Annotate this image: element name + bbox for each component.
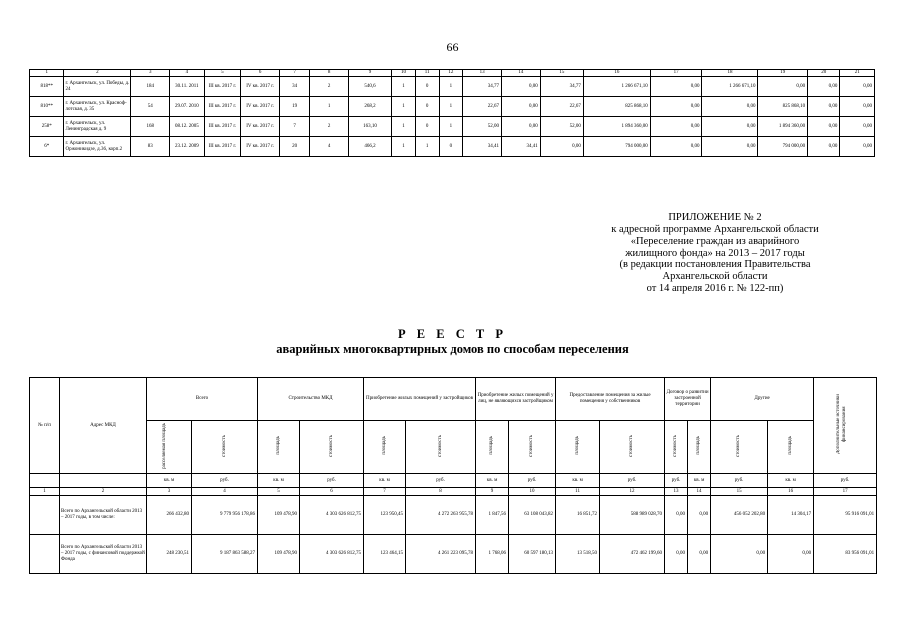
column-number-cell: 6 <box>241 70 280 77</box>
table-cell: 0,00 <box>840 117 875 137</box>
table-cell: 2 <box>310 117 349 137</box>
column-number-cell: 15 <box>540 70 583 77</box>
subheader-cost: стоимость <box>300 421 364 474</box>
table-cell: 34,41 <box>502 137 541 157</box>
unit-cell: кв. м <box>364 474 406 488</box>
appendix-line: от 14 апреля 2016 г. № 122-пп) <box>646 283 784 295</box>
subheader-cost: стоимость <box>192 421 258 474</box>
subheader-cost: стоимость <box>600 421 665 474</box>
table-cell: 0,00 <box>808 97 840 117</box>
table-cell: 248 230,51 <box>147 535 192 574</box>
column-number-cell: 3 <box>131 70 170 77</box>
column-number-cell: 9 <box>476 488 509 496</box>
table-cell: 0,00 <box>702 137 758 157</box>
column-number-cell: 19 <box>758 70 808 77</box>
table-row <box>30 97 875 117</box>
header-purchase-non-developers: Приобретение жилых помещений у лиц, не являющихся застройщиком <box>476 378 556 421</box>
unit-cell: руб. <box>300 474 364 488</box>
header-total: Всего <box>147 378 258 421</box>
table-cell: IV кв. 2017 г. <box>241 97 280 117</box>
continued-table <box>29 69 875 157</box>
table-cell: 0,00 <box>502 117 541 137</box>
subheader-area: площадь <box>476 421 509 474</box>
table-cell: 456 052 202,80 <box>711 496 768 535</box>
subheader-cost: стоимость <box>406 421 476 474</box>
table-cell: 4 272 263 955,78 <box>406 496 476 535</box>
unit-cell: руб. <box>509 474 556 488</box>
subheader-cost: стоимость <box>509 421 556 474</box>
table-cell: 123 464,15 <box>364 535 406 574</box>
table-cell: 1 <box>392 117 416 137</box>
table-cell: 184 <box>131 77 170 97</box>
column-number-cell: 8 <box>406 488 476 496</box>
table-cell: 1 <box>415 137 439 157</box>
subheader-area: площадь <box>364 421 406 474</box>
table-cell: 109 478,90 <box>258 496 300 535</box>
table-cell: 22,67 <box>540 97 583 117</box>
table-cell: 34,77 <box>540 77 583 97</box>
table-cell: 794 000,00 <box>583 137 650 157</box>
column-number-cell: 16 <box>583 70 650 77</box>
table-cell: 1 266 671,10 <box>583 77 650 97</box>
column-number-cell: 2 <box>64 70 131 77</box>
table-cell: 168 <box>131 117 170 137</box>
column-number-cell: 2 <box>60 488 147 496</box>
header-address: Адрес МКД <box>60 378 147 474</box>
column-number-cell: 12 <box>600 488 665 496</box>
column-number-cell: 15 <box>711 488 768 496</box>
register-subtitle: аварийных многоквартирных домов по способам переселения <box>276 342 629 356</box>
column-number-cell: 20 <box>808 70 840 77</box>
table-cell: III кв. 2017 г. <box>204 77 241 97</box>
header-extra-sources: Дополнительные источники финансирования <box>814 378 877 474</box>
unit-cell: кв. м <box>768 474 814 488</box>
table-cell: 472 462 199,60 <box>600 535 665 574</box>
table-cell: 4 <box>310 137 349 157</box>
table-cell: 16 851,72 <box>556 496 600 535</box>
table-cell: 20 <box>280 137 310 157</box>
table-cell: 0 <box>415 117 439 137</box>
table-cell: 13 518,50 <box>556 535 600 574</box>
table-cell: 0,00 <box>665 535 688 574</box>
unit-cell: руб. <box>192 474 258 488</box>
table-cell: 1 <box>392 97 416 117</box>
table-cell: 0,00 <box>702 97 758 117</box>
header-development-agreement: Договор о развитии застроенной территории <box>665 378 711 421</box>
table-cell: 08.12. 2005 <box>170 117 204 137</box>
header-other: Другие <box>711 378 814 421</box>
table-cell: 0,00 <box>702 117 758 137</box>
table-cell: 1 <box>392 137 416 157</box>
header-provision: Предоставление помещения за жилые помещения у собственников <box>556 378 665 421</box>
table-cell: 1 <box>310 97 349 117</box>
unit-cell: кв. м <box>688 474 711 488</box>
table-cell: 34 <box>280 77 310 97</box>
unit-cell: руб. <box>406 474 476 488</box>
appendix-line: жилищного фонда» на 2013 – 2017 годы <box>625 247 805 259</box>
table-cell: 6* <box>30 137 64 157</box>
table-cell: 818** <box>30 77 64 97</box>
column-number-cell: 5 <box>204 70 241 77</box>
column-number-cell: 10 <box>509 488 556 496</box>
register-title: Р Е Е С Т Р <box>398 327 507 341</box>
column-number-cell: 16 <box>768 488 814 496</box>
table-cell: 825 868,10 <box>583 97 650 117</box>
table-cell: 266 432,80 <box>147 496 192 535</box>
column-number-cell: 11 <box>556 488 600 496</box>
table-cell: 1 <box>392 77 416 97</box>
column-number-cell: 1 <box>30 70 64 77</box>
table-cell: 1 847,56 <box>476 496 509 535</box>
table-cell: 0,00 <box>840 137 875 157</box>
column-number-cell: 13 <box>463 70 502 77</box>
subheader-area: площадь <box>556 421 600 474</box>
subheader-resettled-area: расселяемая площадь <box>147 421 192 474</box>
register-table <box>29 377 877 574</box>
unit-cell: руб. <box>600 474 665 488</box>
table-cell: 34,41 <box>463 137 502 157</box>
table-cell: 60 597 180,13 <box>509 535 556 574</box>
table-cell: 1 894 360,00 <box>758 117 808 137</box>
table-cell: 0,00 <box>688 535 711 574</box>
appendix-line: к адресной программе Архангельской области <box>611 223 819 235</box>
header-no: № п/п <box>30 378 60 474</box>
unit-cell: кв. м <box>556 474 600 488</box>
table-cell: 0 <box>415 77 439 97</box>
table-cell: 4 261 223 095,78 <box>406 535 476 574</box>
subheader-area: площадь <box>768 421 814 474</box>
table-cell: 0,00 <box>502 77 541 97</box>
table-cell: 4 303 626 812,75 <box>300 535 364 574</box>
table-cell: 0 <box>439 137 463 157</box>
table-cell: 7 <box>280 117 310 137</box>
column-number-cell: 13 <box>665 488 688 496</box>
column-number-row <box>30 488 877 496</box>
table-cell: IV кв. 2017 г. <box>241 117 280 137</box>
table-cell: 123 950,45 <box>364 496 406 535</box>
table-cell: 0,00 <box>650 117 702 137</box>
table-cell: 1 768,06 <box>476 535 509 574</box>
table-row <box>30 496 877 535</box>
table-cell: 30.11. 2011 <box>170 77 204 97</box>
column-number-cell: 17 <box>814 488 877 496</box>
table-cell: 258* <box>30 117 64 137</box>
column-number-cell: 14 <box>688 488 711 496</box>
table-cell: III кв. 2017 г. <box>204 97 241 117</box>
table-cell: 9 187 863 588,27 <box>192 535 258 574</box>
table-cell: 163,10 <box>348 117 391 137</box>
table-cell: 466,2 <box>348 137 391 157</box>
table-cell: 588 989 028,70 <box>600 496 665 535</box>
subheader-area: площадь <box>258 421 300 474</box>
table-cell: 19 <box>280 97 310 117</box>
address-cell: г. Архангельск, ул. Победы, д. 24 <box>64 77 131 97</box>
table-cell: 0,00 <box>768 535 814 574</box>
appendix-line: Архангельской области <box>662 271 768 283</box>
column-number-cell: 18 <box>702 70 758 77</box>
row-label-cell: Всего по Архангельской области 2013 – 2017 годы, в том числе: <box>60 496 147 535</box>
table-cell: 54 <box>131 97 170 117</box>
subheader-cost: стоимость <box>711 421 768 474</box>
table-cell: III кв. 2017 г. <box>204 137 241 157</box>
column-number-cell: 7 <box>280 70 310 77</box>
table-cell: 0,00 <box>650 137 702 157</box>
table-cell: 0,00 <box>808 77 840 97</box>
table-cell: III кв. 2017 г. <box>204 117 241 137</box>
header-construction: Строительство МКД <box>258 378 364 421</box>
table-cell: 22,67 <box>463 97 502 117</box>
table-cell: 0,00 <box>665 496 688 535</box>
table-cell: 825 868,10 <box>758 97 808 117</box>
appendix-line: (в редакции постановления Правительства <box>619 259 811 271</box>
table-cell: 4 303 626 812,75 <box>300 496 364 535</box>
column-number-cell: 8 <box>310 70 349 77</box>
table-cell: 0,00 <box>840 97 875 117</box>
table-cell: 540,6 <box>348 77 391 97</box>
table-cell: 0,00 <box>758 77 808 97</box>
table-cell: 0,00 <box>711 535 768 574</box>
unit-cell: кв. м <box>258 474 300 488</box>
table-cell: 0,00 <box>540 137 583 157</box>
table-cell: 29.07. 2010 <box>170 97 204 117</box>
table-cell: 810** <box>30 97 64 117</box>
column-number-cell: 1 <box>30 488 60 496</box>
unit-cell: руб. <box>711 474 768 488</box>
table-cell: 1 <box>439 97 463 117</box>
table-cell: 0,00 <box>688 496 711 535</box>
table-cell: 52,00 <box>463 117 502 137</box>
header-purchase-developers: Приобретение жилых помещений у застройщиков <box>364 378 476 421</box>
table-cell: 2 <box>310 77 349 97</box>
table-cell: 1 <box>439 117 463 137</box>
column-number-row <box>30 70 875 77</box>
address-cell: г. Архангельск, ул. Ленинградская д. 9 <box>64 117 131 137</box>
table-cell: 0,00 <box>650 77 702 97</box>
column-number-cell: 10 <box>392 70 416 77</box>
table-cell: IV кв. 2017 г. <box>241 77 280 97</box>
column-number-cell: 9 <box>348 70 391 77</box>
column-number-cell: 4 <box>192 488 258 496</box>
appendix-block <box>560 212 870 295</box>
table-cell: 1 266 671,10 <box>702 77 758 97</box>
address-cell: г. Архангельск, ул. Оржоникидзе, д.36, корп.2 <box>64 137 131 157</box>
column-number-cell: 12 <box>439 70 463 77</box>
subheader-area: площадь <box>688 421 711 474</box>
column-number-cell: 7 <box>364 488 406 496</box>
column-number-cell: 17 <box>650 70 702 77</box>
table-cell: 63 108 043,82 <box>509 496 556 535</box>
column-number-cell: 21 <box>840 70 875 77</box>
column-number-cell: 6 <box>300 488 364 496</box>
address-cell: г. Архангельск, ул. Краснофлотская, д. 35 <box>64 97 131 117</box>
table-cell: 23.12. 2009 <box>170 137 204 157</box>
table-cell: 0,00 <box>808 117 840 137</box>
table-cell: 0 <box>415 97 439 117</box>
table-cell: 14 304,17 <box>768 496 814 535</box>
subheader-cost: стоимость <box>665 421 688 474</box>
table-cell: 9 779 956 178,86 <box>192 496 258 535</box>
table-cell: 1 894 360,00 <box>583 117 650 137</box>
table-cell <box>30 535 60 574</box>
table-cell: 268,2 <box>348 97 391 117</box>
unit-cell: кв. м <box>476 474 509 488</box>
column-number-cell: 5 <box>258 488 300 496</box>
table-cell: 0,00 <box>650 97 702 117</box>
table-cell: 0,00 <box>808 137 840 157</box>
table-cell: IV кв. 2017 г. <box>241 137 280 157</box>
table-cell: 83 <box>131 137 170 157</box>
page-number: 66 <box>446 40 459 54</box>
table-cell: 52,00 <box>540 117 583 137</box>
table-cell: 83 956 091,01 <box>814 535 877 574</box>
column-number-cell: 4 <box>170 70 204 77</box>
unit-cell: кв. м <box>147 474 192 488</box>
table-cell: 1 <box>439 77 463 97</box>
table-row <box>30 137 875 157</box>
table-cell: 0,00 <box>840 77 875 97</box>
table-cell: 109 478,90 <box>258 535 300 574</box>
table-cell: 794 000,00 <box>758 137 808 157</box>
appendix-title: ПРИЛОЖЕНИЕ № 2 <box>668 212 762 223</box>
column-number-cell: 14 <box>502 70 541 77</box>
table-cell <box>30 496 60 535</box>
row-label-cell: Всего по Архангельской области 2013 – 2017 годы, с финансовой поддержкой Фонда <box>60 535 147 574</box>
table-cell: 0,00 <box>502 97 541 117</box>
table-row <box>30 77 875 97</box>
unit-cell: руб. <box>665 474 688 488</box>
column-number-cell: 3 <box>147 488 192 496</box>
table-row <box>30 117 875 137</box>
unit-cell: руб. <box>814 474 877 488</box>
table-row <box>30 535 877 574</box>
table-cell: 34,77 <box>463 77 502 97</box>
column-number-cell: 11 <box>415 70 439 77</box>
table-cell: 95 916 091,01 <box>814 496 877 535</box>
appendix-line: «Переселение граждан из аварийного <box>630 235 800 247</box>
